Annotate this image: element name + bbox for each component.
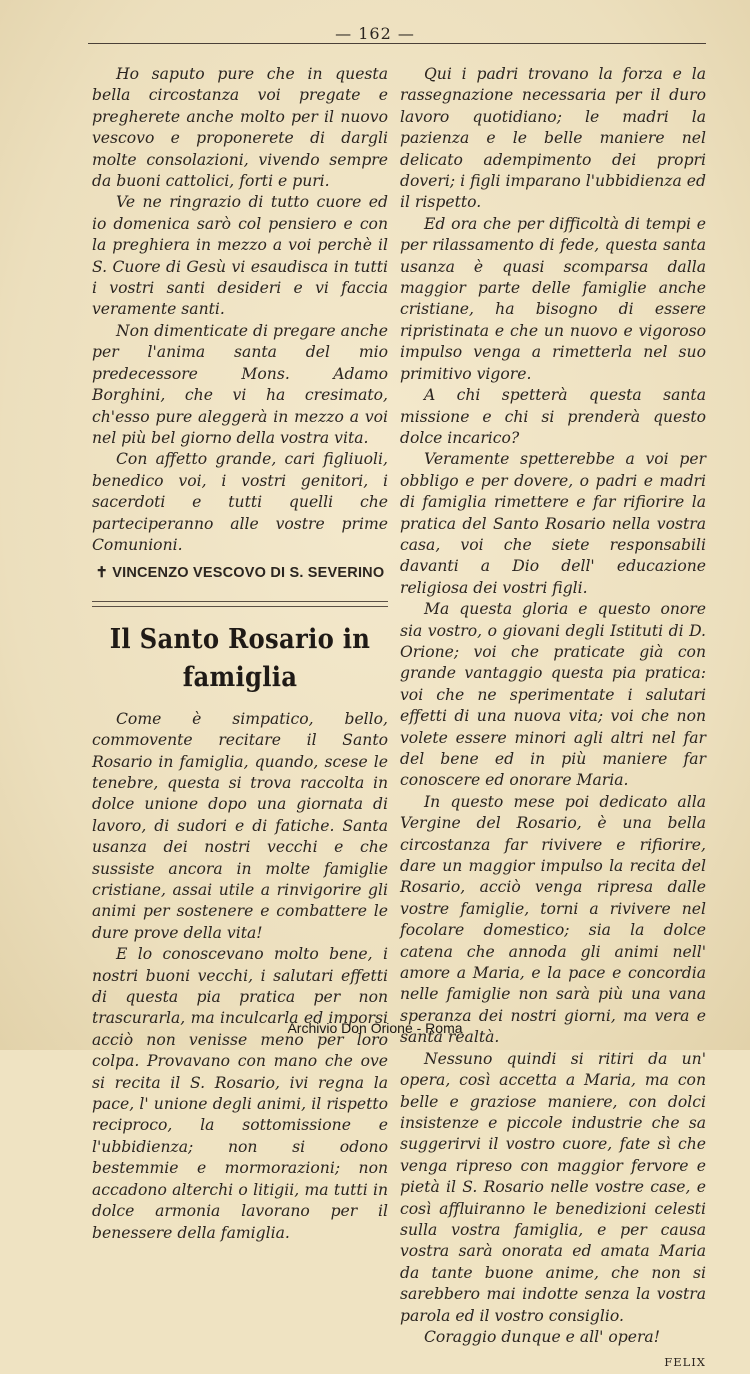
header-rule (88, 43, 706, 44)
paragraph: Non dimenticate di pregare anche per l'anima santa del mio predecessore Mons. Adamo Borghini, che vi ha cresimato, ch'esso pure aleggerà in mezzo a voi nel più bel giorno della vostra vita. (92, 321, 388, 447)
paragraph: Ve ne ringrazio di tutto cuore ed io domenica sarò col pensiero e con la preghiera in mezzo a voi perchè il S. Cuore di Gesù vi esaudisca in tutti i vostri santi desideri e vi faccia veramente santi. (92, 193, 388, 319)
article-title: Il Santo Rosario in famiglia (109, 623, 371, 693)
paragraph: Nessuno quindi si ritiri da un' opera, così accetta a Maria, ma con belle e graziose maniere, con dolci insistenze e piccole industrie che sa suggerirvi il vostro cuore, fate sì che venga ripreso con maggior fervore e pietà il S. Rosario nelle vostre case, e così affluiranno le benedizioni celesti sulla vostra famiglia, e per causa vostra sarà onorata ed amata Maria da tante buone anime, che non si sarebbero mai indotte senza la vostra parola ed il vostro consiglio. (400, 1049, 706, 1325)
article-paragraph: E lo conoscevano molto bene, i nostri buoni vecchi, i salutari effetti di questa pia pratica per non trascurarla, ma inculcarla ed imporsi acciò non venisse meno per loro colpa. Provavano con mano che ove si recita il S. Rosario, ivi regna la pace, l' unione degli animi, il rispetto reciproco, la sottomissione e l'ubbidienza; non si odono bestemmie e mormorazioni; non accadono alterchi o litigii, ma tutti in dolce armonia lavorano per il benessere della famiglia. (92, 945, 388, 1242)
archive-footer: Archivio Don Orione - Roma (287, 1020, 463, 1036)
paragraph: A chi spetterà questa santa missione e chi si prenderà questo dolce incarico? (400, 386, 706, 447)
paragraph: In questo mese poi dedicato alla Vergine del Rosario, è una bella circostanza far rivivere e rifiorire, dare un maggior impulso la recita del Rosario, acciò venga ripresa dalle vostre famiglie, torni a rivivere nel focolare domestico; sia la dolce catena che annoda gli animi nell' amore a Maria, e la pace e concordia nelle famiglie non sarà più una vana speranza dei nostri giorni, ma vera e santa realtà. (400, 792, 706, 1047)
right-column (400, 64, 706, 1374)
paragraph: Ma questa gloria e questo onore sia vostro, o giovani degli Istituti di D. Orione; voi che praticate già con grande vantaggio questa pia pratica: voi che ne sperimentate i salutari effetti di una nuova vita; voi che non volete essere minori agli altri nel far del bene ed in più maniere far conoscere ed onorare Maria. (400, 600, 706, 790)
bishop-signature: ✝ VINCENZO VESCOVO DI S. SEVERINO (95, 565, 385, 582)
paragraph: Veramente spetterebbe a voi per obbligo e per dovere, o padri e madri di famiglia rimettere e far rifiorire la pratica del Santo Rosario nella vostra casa, voi che siete responsabili davanti a Dio dell' educazione religiosa dei vostri figli. (400, 450, 706, 597)
page-number: — 162 — (335, 24, 415, 43)
paragraph: Qui i padri trovano la forza e la rassegnazione necessaria per il duro lavoro quotidiano; le madri la pazienza e le belle maniere nel delicato adempimento dei propri doveri; i figli imparano l'ubbidienza ed il rispetto. (400, 65, 706, 212)
author-signature: FELIX (664, 1355, 706, 1370)
closing-line (400, 1327, 706, 1370)
closing-text: Coraggio dunque e all' opera! (424, 1327, 660, 1346)
paragraph: Con affetto grande, cari figliuoli, benedico voi, i vostri genitori, i sacerdoti e tutti quelli che parteciperanno alle vostre prime Comunioni. (92, 450, 388, 554)
section-divider (92, 601, 388, 607)
article-paragraph: Come è simpatico, bello, commovente recitare il Santo Rosario in famiglia, quando, scese le tenebre, questa si trova raccolta in dolce unione dopo una giornata di lavoro, di sudori e di fatiche. Santa usanza dei nostri vecchi e che sussiste ancora in molte famiglie cristiane, assai utile a rinvigorire gli animi per sostenere e combattere le dure prove della vita! (92, 709, 388, 942)
left-column (92, 64, 388, 1244)
paragraph: Ho saputo pure che in questa bella circostanza voi pregate e pregherete anche molto per il nuovo vescovo e proponerete di dargli molte consolazioni, vivendo sempre da buoni cattolici, forti e puri. (92, 65, 388, 191)
paragraph: Ed ora che per difficoltà di tempi e per rilassamento di fede, questa santa usanza è quasi scomparsa dalla maggior parte delle famiglie anche cristiane, ha bisogno di essere ripristinata e che un nuovo e vigoroso impulso venga a rimetterla nel suo primitivo vigore. (400, 214, 706, 383)
